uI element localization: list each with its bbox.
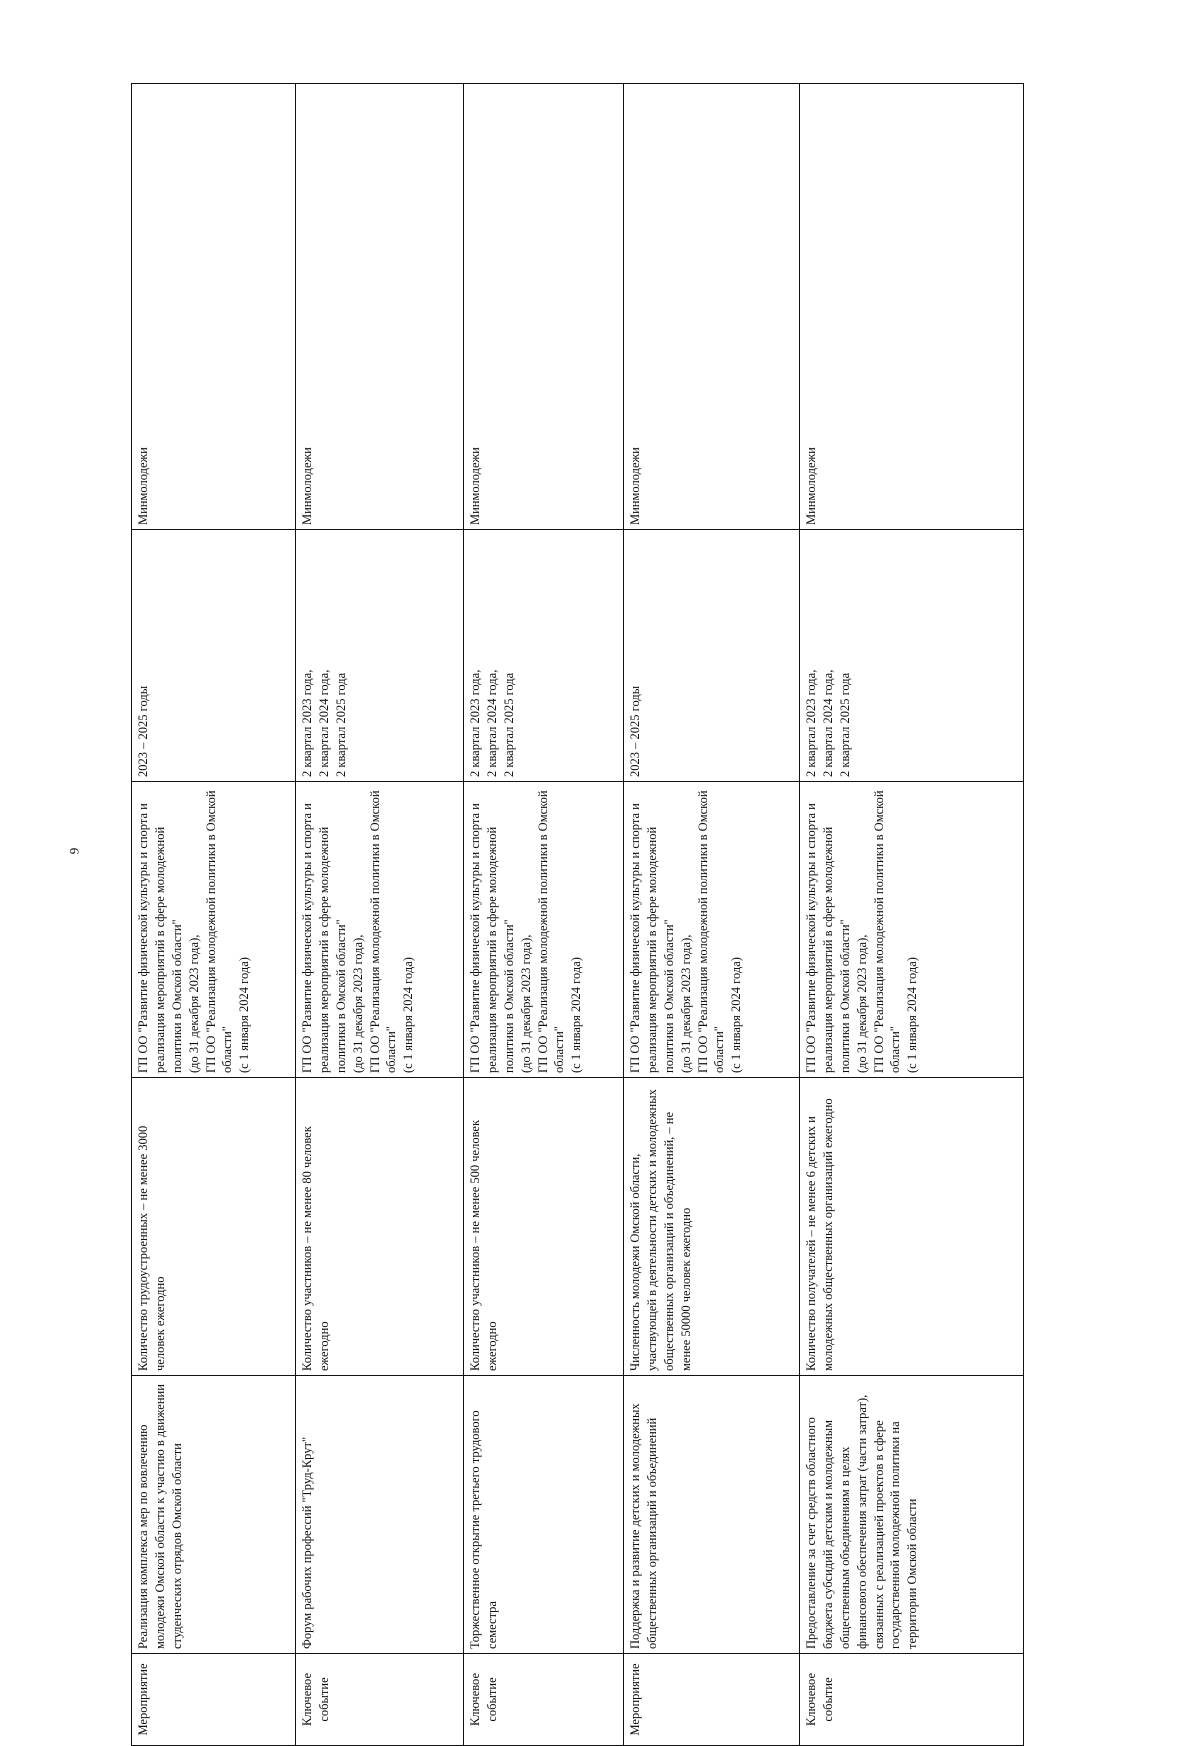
- event-name-cell: Реализация комплекса мер по вовлечению молодежи Омской области к участию в движении студенческих отрядов Омской области: [132, 1376, 296, 1654]
- table-row: [800, 84, 1024, 1746]
- row-type-cell: Ключевое событие: [800, 1654, 1024, 1746]
- table-row: [132, 84, 296, 1746]
- deadline-cell: 2 квартал 2023 года, 2 квартал 2024 года, 2 квартал 2025 года: [464, 530, 624, 782]
- responsible-cell: Минмолодежи: [296, 84, 464, 530]
- table-row: [624, 84, 800, 1746]
- rotated-table-container: [131, 84, 1023, 1746]
- event-name-cell: Торжественное открытие третьего трудового семестра: [464, 1376, 624, 1654]
- program-cell: ГП ОО "Развитие физической культуры и спорта и реализация мероприятий в сфере молодежной политики в Омской области" (до 31 декабря 2023 года), ГП ОО "Реализация молодежной политики в Омской области" (с 1 января 2024 года): [132, 782, 296, 1078]
- responsible-cell: Минмолодежи: [132, 84, 296, 530]
- events-table-body: [132, 84, 1024, 1746]
- program-cell: ГП ОО "Развитие физической культуры и спорта и реализация мероприятий в сфере молодежной политики в Омской области" (до 31 декабря 2023 года), ГП ОО "Реализация молодежной политики в Омской области" (с 1 января 2024 года): [296, 782, 464, 1078]
- row-type-cell: Мероприятие: [132, 1654, 296, 1746]
- responsible-cell: Минмолодежи: [800, 84, 1024, 530]
- row-type-cell: Ключевое событие: [296, 1654, 464, 1746]
- responsible-cell: Минмолодежи: [464, 84, 624, 530]
- program-cell: ГП ОО "Развитие физической культуры и спорта и реализация мероприятий в сфере молодежной политики в Омской области" (до 31 декабря 2023 года), ГП ОО "Реализация молодежной политики в Омской области" (с 1 января 2024 года): [624, 782, 800, 1078]
- responsible-cell: Минмолодежи: [624, 84, 800, 530]
- deadline-cell: 2 квартал 2023 года, 2 квартал 2024 года, 2 квартал 2025 года: [296, 530, 464, 782]
- indicator-cell: Количество получателей – не менее 6 детских и молодежных общественных организаций ежегодно: [800, 1078, 1024, 1376]
- indicator-cell: Численность молодежи Омской области, участвующей в деятельности детских и молодежных общественных организаций и объединений, – не менее 50000 человек ежегодно: [624, 1078, 800, 1376]
- event-name-cell: Форум рабочих профессий "Труд-Крут": [296, 1376, 464, 1654]
- event-name-cell: Предоставление за счет средств областного бюджета субсидий детским и молодежным общественным объединениям в целях финансового обеспечения затрат (части затрат), связанных с реализацией проектов в сфере государственной молодежной политики на территории Омской области: [800, 1376, 1024, 1654]
- indicator-cell: Количество участников – не менее 80 человек ежегодно: [296, 1078, 464, 1376]
- indicator-cell: Количество участников – не менее 500 человек ежегодно: [464, 1078, 624, 1376]
- indicator-cell: Количество трудоустроенных – не менее 3000 человек ежегодно: [132, 1078, 296, 1376]
- program-cell: ГП ОО "Развитие физической культуры и спорта и реализация мероприятий в сфере молодежной политики в Омской области" (до 31 декабря 2023 года), ГП ОО "Реализация молодежной политики в Омской области" (с 1 января 2024 года): [464, 782, 624, 1078]
- row-type-cell: Ключевое событие: [464, 1654, 624, 1746]
- events-table: [131, 83, 1024, 1746]
- table-row: [296, 84, 464, 1746]
- deadline-cell: 2023 – 2025 годы: [132, 530, 296, 782]
- deadline-cell: 2023 – 2025 годы: [624, 530, 800, 782]
- table-row: [464, 84, 624, 1746]
- program-cell: ГП ОО "Развитие физической культуры и спорта и реализация мероприятий в сфере молодежной политики в Омской области" (до 31 декабря 2023 года), ГП ОО "Реализация молодежной политики в Омской области" (с 1 января 2024 года): [800, 782, 1024, 1078]
- event-name-cell: Поддержка и развитие детских и молодежных общественных организаций и объединений: [624, 1376, 800, 1654]
- deadline-cell: 2 квартал 2023 года, 2 квартал 2024 года, 2 квартал 2025 года: [800, 530, 1024, 782]
- row-type-cell: Мероприятие: [624, 1654, 800, 1746]
- page-number: 9: [66, 847, 82, 855]
